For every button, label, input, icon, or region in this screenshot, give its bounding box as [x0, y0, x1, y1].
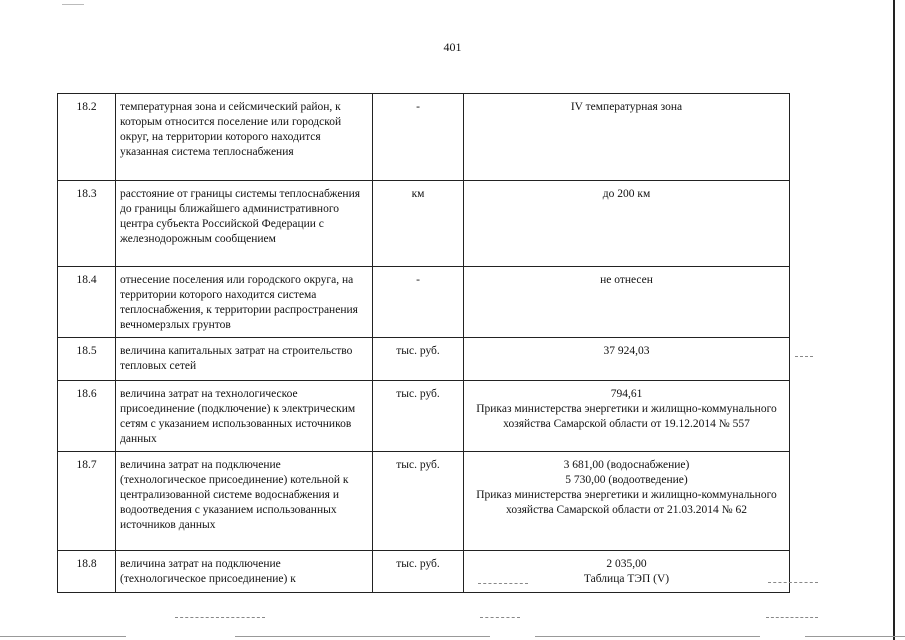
scan-artifact-rule: [0, 636, 126, 637]
table-row: [58, 381, 790, 452]
row-number: 18.4: [58, 267, 116, 338]
scan-artifact-rule: [235, 636, 490, 637]
parameter-value: [464, 338, 790, 381]
value-line: не отнесен: [600, 274, 653, 286]
table-row: [58, 452, 790, 551]
value-line: 3 681,00 (водоснабжение): [563, 459, 690, 471]
scan-artifact-mark: [175, 617, 265, 619]
table-row: [58, 267, 790, 338]
scan-artifact-mark: [795, 356, 813, 358]
value-line: 37 924,03: [603, 345, 650, 357]
row-number: 18.6: [58, 381, 116, 452]
table-row: [58, 94, 790, 181]
page-number: 401: [443, 40, 462, 54]
unit: тыс. руб.: [373, 452, 464, 551]
unit: тыс. руб.: [373, 338, 464, 381]
scan-artifact-rule: [535, 636, 760, 637]
value-line: 2 035,00: [606, 558, 647, 570]
row-number: 18.5: [58, 338, 116, 381]
parameter-value: [464, 452, 790, 551]
parameter-name: величина затрат на подключение (технологическое присоединение) котельной к централизованной системе водоснабжения и водоотведения с указанием использованных источников данных: [116, 452, 373, 551]
scan-artifact-mark: [480, 617, 520, 619]
parameter-name: величина затрат на подключение (технологическое присоединение) к: [116, 551, 373, 593]
parameter-name: величина капитальных затрат на строительство тепловых сетей: [116, 338, 373, 381]
scan-artifact-rule: [805, 636, 905, 637]
row-number: 18.7: [58, 452, 116, 551]
parameter-value: [464, 94, 790, 181]
table-row: [58, 551, 790, 593]
page-edge: [893, 0, 895, 640]
scan-artifact-mark: [768, 582, 818, 584]
parameter-value: [464, 381, 790, 452]
scan-artifact-mark: [766, 617, 818, 619]
parameter-name: отнесение поселения или городского округа, на территории которого находится система теплоснабжения, к территории распространения вечномерзлых грунтов: [116, 267, 373, 338]
parameter-value: [464, 181, 790, 267]
parameter-name: расстояние от границы системы теплоснабжения до границы ближайшего административного центра субъекта Российской Федерации с железнодорожным сообщением: [116, 181, 373, 267]
unit: тыс. руб.: [373, 551, 464, 593]
parameter-name: величина затрат на технологическое присоединение (подключение) к электрическим сетям с указанием использованных источников данных: [116, 381, 373, 452]
row-number: 18.8: [58, 551, 116, 593]
unit: км: [373, 181, 464, 267]
unit: -: [373, 267, 464, 338]
parameters-table: [57, 93, 790, 593]
table-row: [58, 338, 790, 381]
value-line: Таблица ТЭП (V): [583, 573, 670, 585]
value-line: Приказ министерства энергетики и жилищно-коммунального хозяйства Самарской области от 19.12.2014 № 557: [476, 403, 777, 430]
unit: -: [373, 94, 464, 181]
value-line: 5 730,00 (водоотведение): [565, 474, 688, 486]
parameter-value: [464, 267, 790, 338]
value-line: Приказ министерства энергетики и жилищно-коммунального хозяйства Самарской области от 21.03.2014 № 62: [476, 489, 777, 516]
row-number: 18.2: [58, 94, 116, 181]
parameter-name: температурная зона и сейсмический район, к которым относится поселение или городской округ, на территории которого находится указанная система теплоснабжения: [116, 94, 373, 181]
value-line: IV температурная зона: [570, 101, 683, 113]
value-line: до 200 км: [602, 188, 651, 200]
scan-artifact-rule: [62, 4, 84, 5]
scan-artifact-mark: [478, 583, 528, 585]
value-line: 794,61: [610, 388, 643, 400]
parameter-value: [464, 551, 790, 593]
unit: тыс. руб.: [373, 381, 464, 452]
row-number: 18.3: [58, 181, 116, 267]
table-row: [58, 181, 790, 267]
